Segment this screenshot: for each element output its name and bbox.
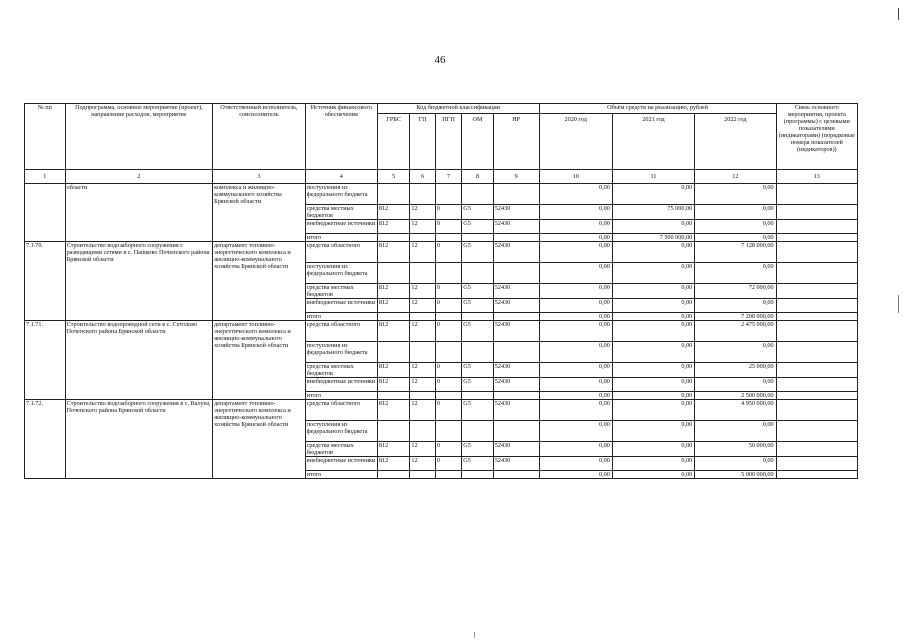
code-pgp: 0 — [435, 242, 461, 263]
table-row — [25, 242, 858, 263]
code-gp: 12 — [410, 299, 435, 313]
code-pgp — [435, 313, 461, 321]
item-number: 7.1.72. — [25, 400, 66, 479]
item-name: Строительство водопроводной сети в с. Сетолово Почепского района Брянской области — [65, 321, 212, 400]
amount-2022: 7 200 000,00 — [695, 313, 776, 321]
indicator-link — [776, 220, 857, 234]
code-om — [462, 234, 494, 242]
code-np: 52430 — [493, 242, 539, 263]
code-grbs — [377, 342, 410, 363]
column-number: 9 — [493, 170, 539, 184]
code-om: G5 — [462, 400, 494, 421]
funding-source: средства местных бюджетов — [305, 363, 377, 378]
code-om: G5 — [462, 457, 494, 471]
code-om: G5 — [462, 205, 494, 220]
amount-2022: 0,00 — [695, 299, 776, 313]
budget-table — [24, 103, 858, 479]
amount-2022: 2 475 000,00 — [695, 321, 776, 342]
scan-bottom-tick — [474, 632, 475, 638]
amount-2022: 2 500 000,00 — [695, 392, 776, 400]
header-gp: ГП — [410, 114, 435, 170]
amount-2022: 72 000,00 — [695, 284, 776, 299]
item-name: Строительство водозаборного сооружения в с. Валуец Почепского района Брянской области — [65, 400, 212, 479]
amount-2020: 0,00 — [539, 234, 612, 242]
indicator-link — [776, 442, 857, 457]
header-2021: 2021 год — [612, 114, 694, 170]
code-grbs — [377, 263, 410, 284]
funding-source: итого — [305, 471, 377, 479]
code-om: G5 — [462, 442, 494, 457]
indicator-link — [776, 184, 857, 205]
code-pgp: 0 — [435, 400, 461, 421]
amount-2022: 0,00 — [695, 263, 776, 284]
code-grbs: 812 — [377, 205, 410, 220]
code-grbs: 812 — [377, 299, 410, 313]
code-om — [462, 392, 494, 400]
indicator-link — [776, 313, 857, 321]
code-gp — [410, 263, 435, 284]
code-gp: 12 — [410, 321, 435, 342]
code-np: 52430 — [493, 205, 539, 220]
indicator-link — [776, 400, 857, 421]
code-pgp — [435, 184, 461, 205]
amount-2020: 0,00 — [539, 442, 612, 457]
item-executor: департамент топливно-энергетического комплекса и жилищно-коммунального хозяйства Брянской области — [213, 321, 306, 400]
item-number: 7.1.71. — [25, 321, 66, 400]
code-gp — [410, 421, 435, 442]
code-grbs — [377, 421, 410, 442]
amount-2020: 0,00 — [539, 392, 612, 400]
amount-2021: 0,00 — [612, 321, 694, 342]
column-number: 7 — [435, 170, 461, 184]
table-row — [25, 184, 858, 205]
amount-2021: 0,00 — [612, 184, 694, 205]
code-om: G5 — [462, 321, 494, 342]
column-number: 3 — [213, 170, 306, 184]
funding-source: внебюджетные источники — [305, 457, 377, 471]
code-grbs — [377, 313, 410, 321]
code-gp: 12 — [410, 242, 435, 263]
header-2020: 2020 год — [539, 114, 612, 170]
code-pgp: 0 — [435, 284, 461, 299]
funding-source: внебюджетные источники — [305, 220, 377, 234]
amount-2022: 5 000 000,00 — [695, 471, 776, 479]
item-executor: департамент топливно-энергетического комплекса и жилищно-коммунального хозяйства Брянской области — [213, 400, 306, 479]
column-number-row — [25, 170, 858, 184]
code-om — [462, 313, 494, 321]
amount-2020: 0,00 — [539, 471, 612, 479]
column-number: 8 — [462, 170, 494, 184]
amount-2022: 4 950 000,00 — [695, 400, 776, 421]
code-pgp: 0 — [435, 220, 461, 234]
amount-2021: 0,00 — [612, 457, 694, 471]
code-gp: 12 — [410, 220, 435, 234]
code-grbs: 812 — [377, 363, 410, 378]
header-sources: Источник финансового обеспечения — [305, 104, 377, 170]
code-pgp — [435, 392, 461, 400]
code-np: 52430 — [493, 457, 539, 471]
code-np — [493, 471, 539, 479]
funding-source: средства местных бюджетов — [305, 284, 377, 299]
code-grbs: 812 — [377, 457, 410, 471]
amount-2020: 0,00 — [539, 421, 612, 442]
column-number: 10 — [539, 170, 612, 184]
code-om: G5 — [462, 299, 494, 313]
code-pgp — [435, 263, 461, 284]
funding-source: внебюджетные источники — [305, 378, 377, 392]
code-np: 52430 — [493, 299, 539, 313]
item-number — [25, 184, 66, 242]
code-np — [493, 392, 539, 400]
amount-2020: 0,00 — [539, 299, 612, 313]
amount-2021: 0,00 — [612, 471, 694, 479]
scan-edge-tick — [898, 295, 899, 313]
code-gp: 12 — [410, 284, 435, 299]
code-pgp: 0 — [435, 457, 461, 471]
indicator-link — [776, 421, 857, 442]
amount-2021: 0,00 — [612, 400, 694, 421]
indicator-link — [776, 263, 857, 284]
amount-2022: 0,00 — [695, 234, 776, 242]
amount-2022: 25 000,00 — [695, 363, 776, 378]
code-gp: 12 — [410, 400, 435, 421]
amount-2021: 0,00 — [612, 392, 694, 400]
funding-source: поступления из федерального бюджета — [305, 342, 377, 363]
column-number: 12 — [695, 170, 776, 184]
amount-2021: 0,00 — [612, 442, 694, 457]
amount-2020: 0,00 — [539, 321, 612, 342]
amount-2022: 0,00 — [695, 184, 776, 205]
code-gp: 12 — [410, 442, 435, 457]
code-pgp: 0 — [435, 378, 461, 392]
code-pgp: 0 — [435, 442, 461, 457]
amount-2021: 0,00 — [612, 263, 694, 284]
code-om — [462, 263, 494, 284]
amount-2021: 75 000,00 — [612, 205, 694, 220]
funding-source: средства областного — [305, 321, 377, 342]
amount-2021: 0,00 — [612, 342, 694, 363]
amount-2020: 0,00 — [539, 313, 612, 321]
code-om: G5 — [462, 220, 494, 234]
code-grbs: 812 — [377, 242, 410, 263]
indicator-link — [776, 242, 857, 263]
column-number: 4 — [305, 170, 377, 184]
amount-2021: 0,00 — [612, 363, 694, 378]
amount-2022: 0,00 — [695, 457, 776, 471]
code-pgp: 0 — [435, 205, 461, 220]
funding-source: поступления из федерального бюджета — [305, 421, 377, 442]
header-num: № пп — [25, 104, 66, 170]
amount-2020: 0,00 — [539, 400, 612, 421]
item-name: области — [65, 184, 212, 242]
amount-2020: 0,00 — [539, 342, 612, 363]
code-np: 52430 — [493, 321, 539, 342]
amount-2022: 7 128 000,00 — [695, 242, 776, 263]
amount-2020: 0,00 — [539, 284, 612, 299]
code-om: G5 — [462, 242, 494, 263]
code-gp: 12 — [410, 457, 435, 471]
amount-2021: 0,00 — [612, 421, 694, 442]
indicator-link — [776, 299, 857, 313]
code-gp: 12 — [410, 378, 435, 392]
funding-source: средства областного — [305, 242, 377, 263]
indicator-link — [776, 234, 857, 242]
code-om — [462, 184, 494, 205]
funding-source: средства областного — [305, 400, 377, 421]
code-om — [462, 342, 494, 363]
amount-2021: 0,00 — [612, 299, 694, 313]
funding-source: поступления из федерального бюджета — [305, 263, 377, 284]
header-budget-code: Код бюджетной классификации — [377, 104, 539, 114]
item-number: 7.1.70. — [25, 242, 66, 321]
amount-2022: 0,00 — [695, 378, 776, 392]
header-pgp: ПГП — [435, 114, 461, 170]
code-om: G5 — [462, 363, 494, 378]
amount-2020: 0,00 — [539, 363, 612, 378]
code-gp — [410, 313, 435, 321]
item-executor: департамент топливно-энергетического комплекса и жилищно-коммунального хозяйства Брянской области — [213, 242, 306, 321]
amount-2022: 50 000,00 — [695, 442, 776, 457]
code-pgp — [435, 421, 461, 442]
amount-2020: 0,00 — [539, 205, 612, 220]
amount-2020: 0,00 — [539, 378, 612, 392]
amount-2020: 0,00 — [539, 263, 612, 284]
amount-2020: 0,00 — [539, 242, 612, 263]
code-grbs — [377, 184, 410, 205]
code-gp — [410, 392, 435, 400]
amount-2020: 0,00 — [539, 220, 612, 234]
code-pgp — [435, 471, 461, 479]
code-gp — [410, 342, 435, 363]
code-np: 52430 — [493, 284, 539, 299]
amount-2021: 0,00 — [612, 220, 694, 234]
code-np — [493, 342, 539, 363]
code-pgp — [435, 342, 461, 363]
indicator-link — [776, 457, 857, 471]
funding-source: итого — [305, 313, 377, 321]
code-om: G5 — [462, 284, 494, 299]
amount-2021: 7 500 000,00 — [612, 234, 694, 242]
header-om: ОМ — [462, 114, 494, 170]
indicator-link — [776, 471, 857, 479]
amount-2022: 0,00 — [695, 205, 776, 220]
indicator-link — [776, 321, 857, 342]
item-executor: комплекса и жилищно-коммунального хозяйства Брянской области — [213, 184, 306, 242]
code-gp: 12 — [410, 363, 435, 378]
item-name: Строительство водозаборного сооружения с разводящими сетями в с. Пашково Почепского района Брянской области — [65, 242, 212, 321]
code-np: 52430 — [493, 220, 539, 234]
table-row — [25, 400, 858, 421]
code-np: 52430 — [493, 378, 539, 392]
amount-2021: 0,00 — [612, 242, 694, 263]
table-header — [25, 104, 858, 184]
table-row — [25, 321, 858, 342]
code-np — [493, 313, 539, 321]
indicator-link — [776, 284, 857, 299]
code-np: 52430 — [493, 442, 539, 457]
funding-source: средства местных бюджетов — [305, 205, 377, 220]
funding-source: поступления из федерального бюджета — [305, 184, 377, 205]
code-np — [493, 234, 539, 242]
code-pgp — [435, 234, 461, 242]
indicator-link — [776, 363, 857, 378]
column-number: 5 — [377, 170, 410, 184]
code-gp — [410, 471, 435, 479]
amount-2021: 0,00 — [612, 313, 694, 321]
indicator-link — [776, 342, 857, 363]
header-grbs: ГРБС — [377, 114, 410, 170]
code-grbs — [377, 471, 410, 479]
column-number: 13 — [776, 170, 857, 184]
code-grbs — [377, 234, 410, 242]
column-number: 2 — [65, 170, 212, 184]
indicator-link — [776, 378, 857, 392]
header-link: Связь основного мероприятия, проекта (программы) с целевыми показателями (индикаторами) (порядковые номера показателей (индикаторов)) — [776, 104, 857, 170]
funding-source: итого — [305, 234, 377, 242]
column-number: 6 — [410, 170, 435, 184]
header-executor: Ответственный исполнитель, соисполнитель — [213, 104, 306, 170]
code-grbs: 812 — [377, 321, 410, 342]
amount-2022: 0,00 — [695, 342, 776, 363]
column-number: 11 — [612, 170, 694, 184]
code-gp — [410, 184, 435, 205]
indicator-link — [776, 205, 857, 220]
amount-2021: 0,00 — [612, 378, 694, 392]
code-om — [462, 421, 494, 442]
code-grbs: 812 — [377, 442, 410, 457]
code-om — [462, 471, 494, 479]
table-body — [25, 184, 858, 479]
header-2022: 2022 год — [695, 114, 776, 170]
code-grbs: 812 — [377, 378, 410, 392]
column-number: 1 — [25, 170, 66, 184]
indicator-link — [776, 392, 857, 400]
code-grbs: 812 — [377, 284, 410, 299]
header-amount: Объём средств на реализацию, рублей — [539, 104, 776, 114]
funding-source: итого — [305, 392, 377, 400]
page-number: 46 — [434, 54, 446, 66]
code-np — [493, 184, 539, 205]
code-pgp: 0 — [435, 363, 461, 378]
code-np — [493, 421, 539, 442]
code-grbs: 812 — [377, 220, 410, 234]
amount-2020: 0,00 — [539, 184, 612, 205]
header-np: НР — [493, 114, 539, 170]
amount-2021: 0,00 — [612, 284, 694, 299]
scan-edge-mark — [898, 8, 899, 20]
header-subprogram: Подпрограмма, основное мероприятие (проект), направление расходов, мероприятие — [65, 104, 212, 170]
code-gp — [410, 234, 435, 242]
funding-source: средства местных бюджетов — [305, 442, 377, 457]
code-gp: 12 — [410, 205, 435, 220]
code-pgp: 0 — [435, 299, 461, 313]
code-np: 52430 — [493, 400, 539, 421]
code-np — [493, 263, 539, 284]
code-grbs — [377, 392, 410, 400]
amount-2022: 0,00 — [695, 220, 776, 234]
code-pgp: 0 — [435, 321, 461, 342]
amount-2022: 0,00 — [695, 421, 776, 442]
funding-source: внебюджетные источники — [305, 299, 377, 313]
code-grbs: 812 — [377, 400, 410, 421]
code-np: 52430 — [493, 363, 539, 378]
code-om: G5 — [462, 378, 494, 392]
amount-2020: 0,00 — [539, 457, 612, 471]
